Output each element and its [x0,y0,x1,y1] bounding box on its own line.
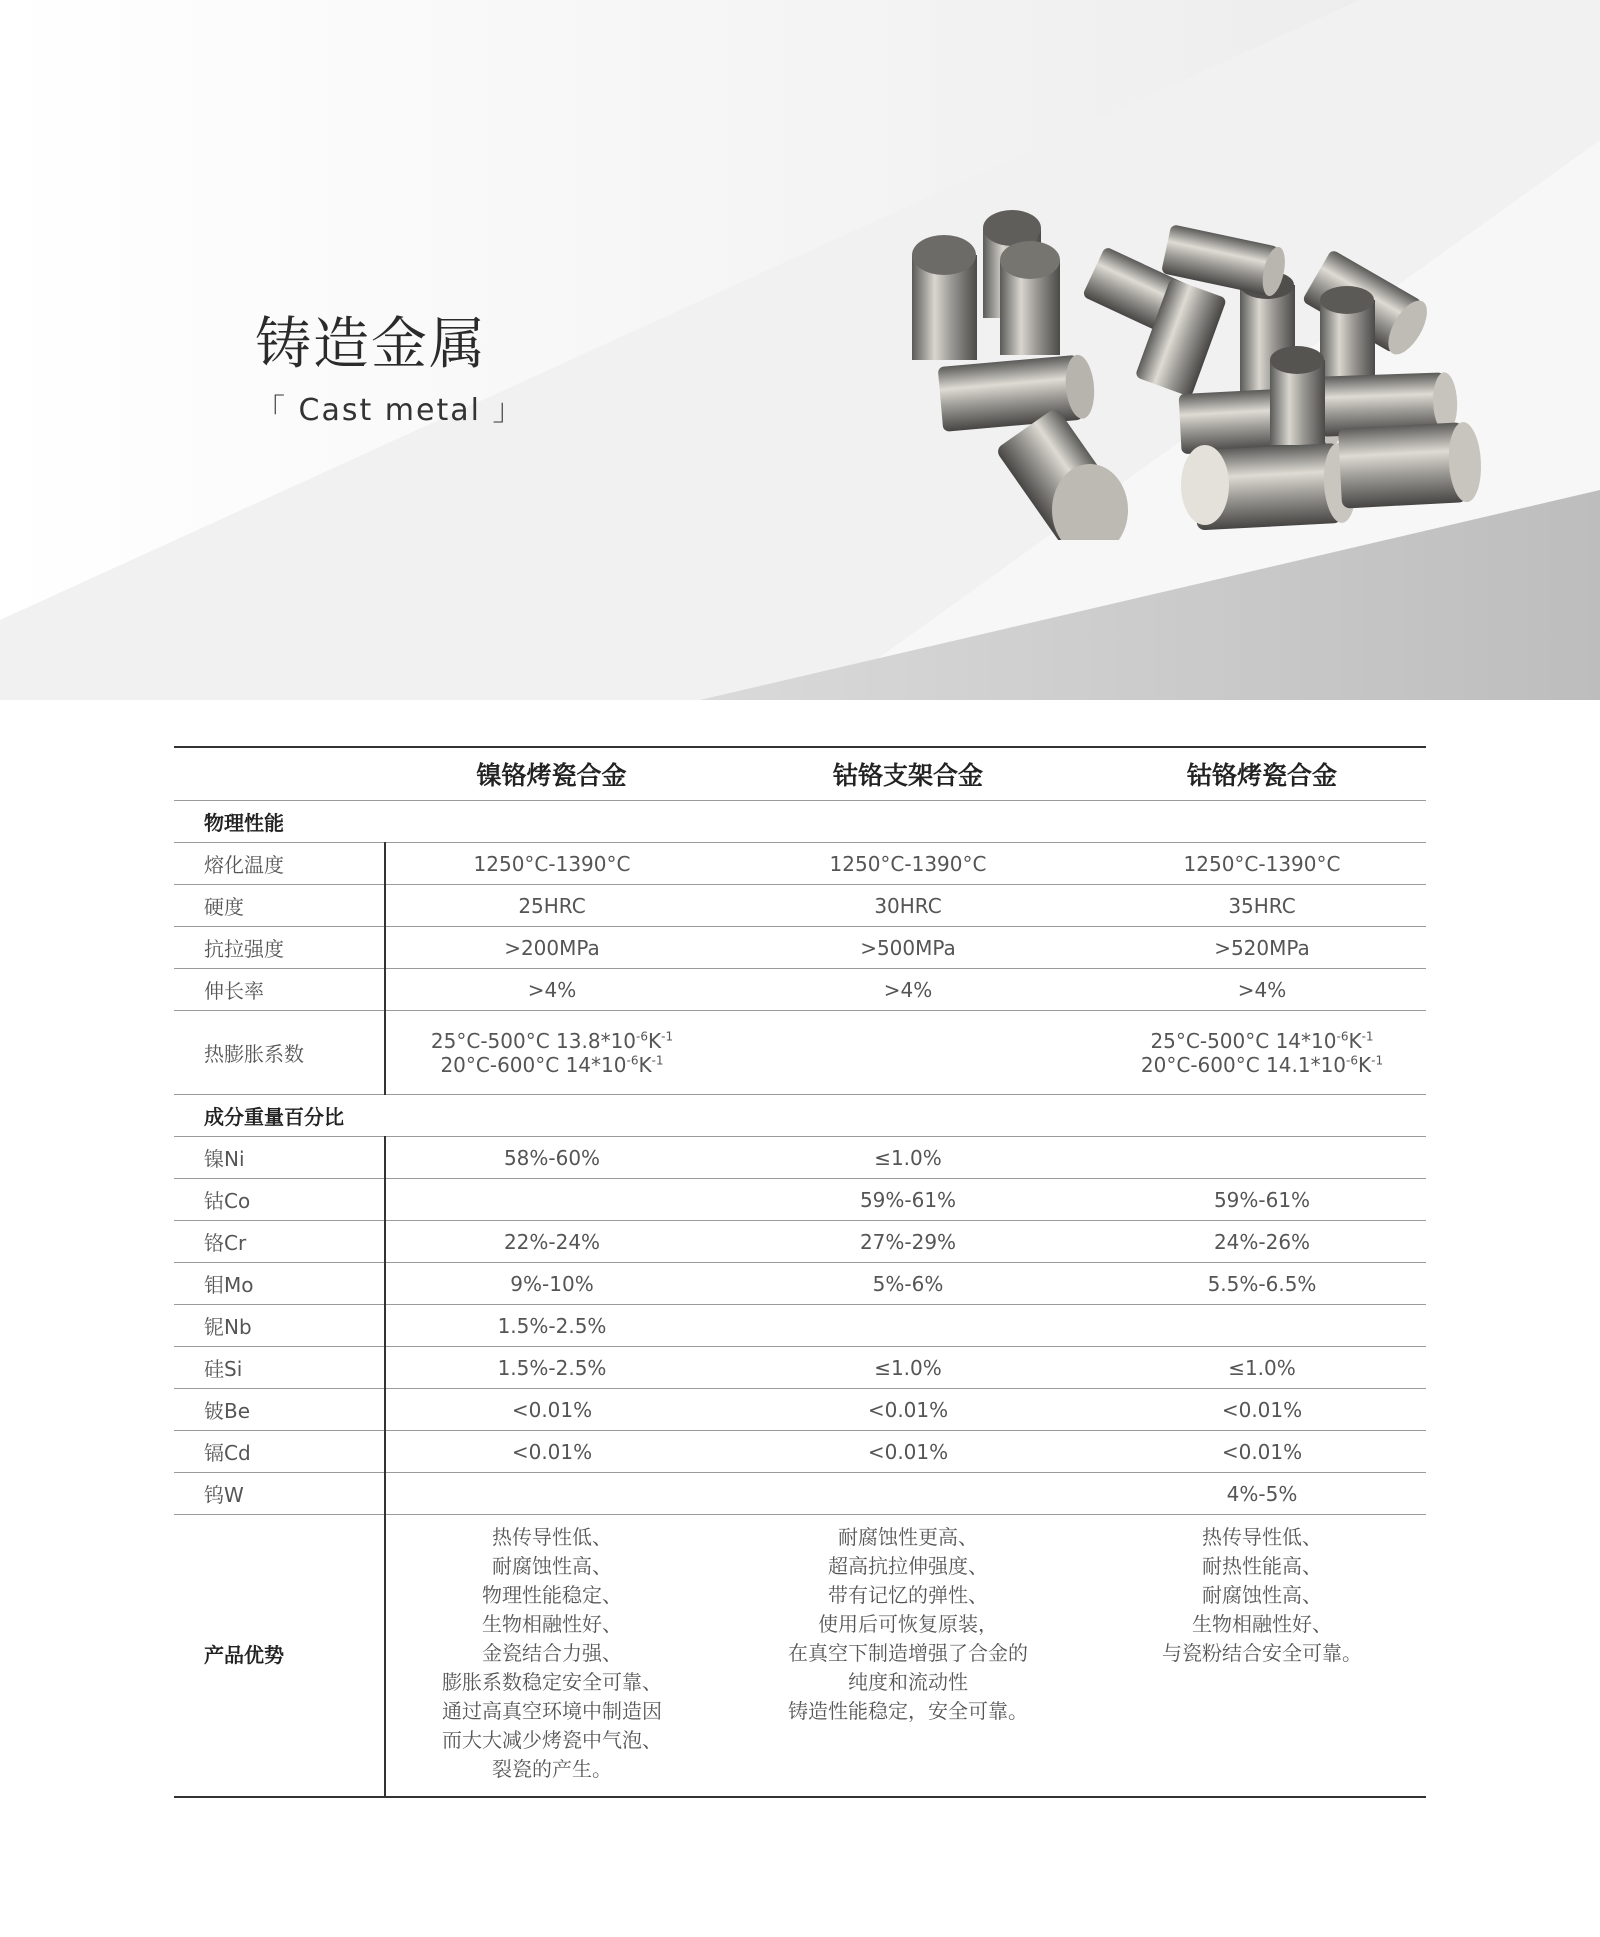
table-row [174,1305,1426,1347]
row-label: 钼Mo [174,1263,385,1305]
table-cell: 9%-10% [510,1271,594,1296]
table-row-thermal [174,1011,1426,1095]
row-label: 产品优势 [174,1515,385,1798]
header-cocr-porcelain: 钴铬烤瓷合金 [1186,761,1337,790]
thermal-unit-exp: -1 [651,1052,664,1067]
row-label: 镍Ni [174,1137,385,1179]
advantage-line: 在真空下制造增强了合金的 [788,1641,1028,1665]
table-cell: 59%-61% [859,1187,957,1212]
advantage-line: 耐热性能高、 [1202,1554,1322,1578]
table-cell: <0.01% [1221,1439,1303,1464]
table-cell: 1.5%-2.5% [497,1313,607,1338]
advantage-line: 而大大减少烤瓷中气泡、 [442,1728,662,1752]
table-cell: 24%-26% [1213,1229,1311,1254]
table-row [174,1263,1426,1305]
section-physical: 物理性能 [204,811,284,835]
table-cell: 27%-29% [859,1229,957,1254]
header-row [174,747,1426,801]
advantage-line: 生物相融性好、 [1192,1612,1332,1636]
page-title: 铸造金属 [255,312,487,377]
row-label: 硬度 [174,885,385,927]
advantages-cell [1098,1515,1426,1798]
table-row [174,1389,1426,1431]
table-row [174,843,1426,885]
metal-cylinders-image [880,210,1500,540]
advantage-line: 裂瓷的产生。 [492,1757,612,1781]
table-cell: >4% [883,977,933,1002]
table-row-advantages [174,1515,1426,1798]
table-cell: 1250°C-1390°C [473,851,631,876]
table-cell: 25HRC [518,893,586,918]
table-row [174,927,1426,969]
header-blank [174,747,385,801]
advantage-line: 通过高真空环境中制造因 [442,1699,662,1723]
thermal-value: 20°C-600°C 14*10 [440,1052,627,1077]
row-label: 铌Nb [174,1305,385,1347]
table-cell: 1250°C-1390°C [829,851,987,876]
table-cell: <0.01% [511,1397,593,1422]
advantage-line: 使用后可恢复原装， [818,1612,998,1636]
table-cell: <0.01% [511,1439,593,1464]
thermal-exp: -6 [1346,1052,1358,1067]
thermal-exp: -6 [1336,1028,1349,1043]
thermal-exp: -6 [626,1052,639,1067]
advantage-line: 热传导性低、 [492,1525,612,1549]
table-cell: <0.01% [867,1439,949,1464]
section-row [174,1095,1426,1137]
thermal-unit: K [1357,1052,1372,1077]
advantage-line: 生物相融性好、 [482,1612,622,1636]
thermal-exp: -6 [636,1028,648,1043]
advantage-line: 物理性能稳定、 [482,1583,622,1607]
advantage-line: 膨胀系数稳定安全可靠、 [442,1670,662,1694]
table-cell: 35HRC [1228,893,1296,918]
row-label: 伸长率 [174,969,385,1011]
table-cell [385,1473,718,1515]
table-row [174,1347,1426,1389]
thermal-unit: K [1348,1028,1362,1053]
row-label: 铬Cr [174,1221,385,1263]
section-composition: 成分重量百分比 [204,1105,344,1129]
table-row [174,1137,1426,1179]
advantages-cell [718,1515,1098,1798]
table-cell [385,1011,718,1095]
advantage-line: 与瓷粉结合安全可靠。 [1162,1641,1362,1665]
table-row [174,1179,1426,1221]
table-cell: 5.5%-6.5% [1207,1271,1317,1296]
table-cell: 58%-60% [503,1145,601,1170]
section-row [174,801,1426,843]
row-label: 硅Si [174,1347,385,1389]
table-cell [1098,1305,1426,1347]
table-cell: >200MPa [504,935,600,960]
spec-table [174,746,1426,1798]
table-cell: >500MPa [860,935,956,960]
table-row [174,885,1426,927]
table-cell: 22%-24% [503,1229,601,1254]
thermal-unit-exp: -1 [1361,1028,1374,1043]
thermal-value: 25°C-500°C 14*10 [1150,1028,1337,1053]
advantage-line: 超高抗拉伸强度、 [828,1554,988,1578]
advantage-line: 带有记忆的弹性、 [828,1583,988,1607]
advantage-line: 铸造性能稳定，安全可靠。 [788,1699,1028,1723]
advantages-cell [385,1515,718,1798]
header-nicr-porcelain: 镍铬烤瓷合金 [476,761,627,790]
hero-banner [0,0,1600,700]
thermal-unit-exp: -1 [1371,1052,1384,1067]
table-row [174,1221,1426,1263]
table-cell: >4% [527,977,577,1002]
advantage-line: 耐腐蚀性更高、 [838,1525,978,1549]
thermal-unit: K [638,1052,652,1077]
advantage-line: 纯度和流动性 [848,1670,968,1694]
advantage-line: 耐腐蚀性高、 [1202,1583,1322,1607]
table-cell [1098,1137,1426,1179]
advantage-line: 热传导性低、 [1202,1525,1322,1549]
table-cell [718,1473,1098,1515]
table-cell: ≤1.0% [874,1145,942,1170]
table-cell: 4%-5% [1226,1481,1298,1506]
thermal-value: 25°C-500°C 13.8*10 [430,1028,637,1053]
table-cell: 30HRC [874,893,942,918]
advantage-line: 金瓷结合力强、 [482,1641,622,1665]
table-cell [385,1179,718,1221]
thermal-unit-exp: -1 [661,1028,674,1043]
row-label: 钴Co [174,1179,385,1221]
table-row [174,1431,1426,1473]
row-label: 钨W [174,1473,385,1515]
table-cell: ≤1.0% [1228,1355,1296,1380]
thermal-value: 20°C-600°C 14.1*10 [1140,1052,1347,1077]
header-cocr-framework: 钴铬支架合金 [832,761,983,790]
table-row [174,1473,1426,1515]
table-row [174,969,1426,1011]
table-cell [1098,1011,1426,1095]
table-cell [718,1011,1098,1095]
table-cell: ≤1.0% [874,1355,942,1380]
table-cell: <0.01% [1221,1397,1303,1422]
table-cell: >4% [1237,977,1287,1002]
row-label: 热膨胀系数 [174,1011,385,1095]
page-subtitle: 「 Cast metal 」 [255,393,525,428]
row-label: 铍Be [174,1389,385,1431]
table-cell: 59%-61% [1213,1187,1311,1212]
table-cell: <0.01% [867,1397,949,1422]
row-label: 抗拉强度 [174,927,385,969]
table-cell: 5%-6% [872,1271,944,1296]
table-cell: 1.5%-2.5% [497,1355,607,1380]
row-label: 镉Cd [174,1431,385,1473]
table-cell: 1250°C-1390°C [1183,851,1341,876]
table-cell: >520MPa [1214,935,1310,960]
table-cell [718,1305,1098,1347]
advantage-line: 耐腐蚀性高、 [492,1554,612,1578]
thermal-unit: K [647,1028,662,1053]
row-label: 熔化温度 [174,843,385,885]
